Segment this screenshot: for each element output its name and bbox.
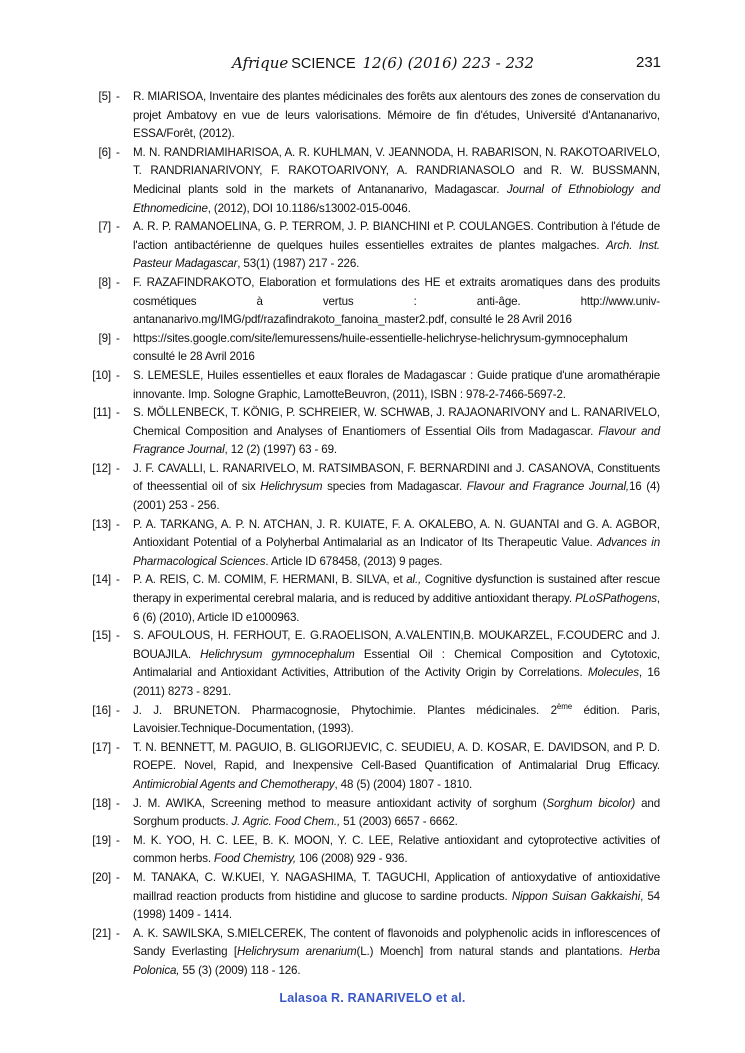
reference-text-segment: species from Madagascar. <box>322 480 467 494</box>
reference-dash: - <box>116 629 120 643</box>
reference-text-segment: P. A. REIS, C. M. COMIM, F. HERMANI, B. SILVA, et <box>133 573 407 587</box>
reference-text <box>133 832 660 869</box>
italic-text: Helichrysum <box>260 480 323 494</box>
reference-text-segment: F. RAZAFINDRAKOTO, Elaboration et formulations des HE et extraits aromatiques dans des produits cosmétiques à vertus : anti-âge. http://www.univ-antananarivo.mg/IMG/pdf/razafindrakoto_fanoina_master2.pdf, consulté le 28 Avril 2016 <box>133 275 660 327</box>
reference-item <box>86 218 660 274</box>
reference-text-segment: S. AFOULOUS, H. FERHOUT, E. G.RAOELISON, A.VALENTIN,B. MOUKARZEL, F.COUDERC and J. BOUAJILA. <box>133 629 660 661</box>
running-header <box>0 54 745 76</box>
reference-number: [18] <box>92 796 111 810</box>
italic-text: Advances in Pharmacological Sciences <box>133 536 660 568</box>
reference-text-segment: J. F. CAVALLI, L. RANARIVELO, M. RATSIMBASON, F. BERNARDINI and J. CASANOVA, Constituents of theessential oil of six <box>133 461 660 494</box>
italic-text: Sorghum bicolor) <box>546 796 636 810</box>
reference-number: [7] <box>98 220 111 234</box>
reference-number: [6] <box>98 145 111 159</box>
reference-item <box>86 925 660 981</box>
reference-number: [16] <box>92 703 111 717</box>
italic-text: Nippon Suisan Gakkaishi <box>511 889 641 903</box>
reference-text <box>133 925 660 981</box>
reference-text-segment: . Article ID 678458, (2013) 9 pages. <box>265 554 443 568</box>
reference-dash: - <box>116 368 120 382</box>
reference-item <box>86 627 660 701</box>
reference-number: [10] <box>92 368 111 382</box>
reference-dash: - <box>116 275 120 289</box>
page-number: 231 <box>636 54 662 71</box>
italic-text: al., <box>406 573 422 587</box>
reference-text <box>133 330 660 367</box>
reference-text-segment: 51 (2003) 6657 - 6662. <box>340 815 458 829</box>
reference-text-segment: (L.) Moench] from natural stands and plantations. <box>356 945 630 959</box>
reference-dash: - <box>116 406 120 420</box>
reference-text-segment: , 6 (6) (2010), Article ID e1000963. <box>133 592 660 624</box>
reference-number: [15] <box>92 629 111 643</box>
reference-item <box>86 274 660 330</box>
reference-number: [14] <box>92 573 111 587</box>
italic-text: Molecules <box>588 666 639 680</box>
reference-number: [9] <box>98 331 111 345</box>
reference-dash: - <box>116 517 120 531</box>
reference-dash: - <box>116 740 120 754</box>
journal-name-science: SCIENCE <box>291 56 356 72</box>
reference-text-segment: P. A. TARKANG, A. P. N. ATCHAN, J. R. KUIATE, F. A. OKALEBO, A. N. GUANTAI and G. A. AGBOR, Antioxidant Potential of a Polyherbal Antimalarial as an Indicator of Its Therapeutic Value. <box>133 517 660 550</box>
reference-text <box>133 869 660 925</box>
reference-item <box>86 88 660 144</box>
reference-dash: - <box>116 926 120 940</box>
reference-text-segment: 16 (4) (2001) 253 - 256. <box>133 480 660 513</box>
reference-item <box>86 367 660 404</box>
reference-text-segment: M. N. RANDRIAMIHARISOA, A. R. KUHLMAN, V. JEANNODA, H. RABARISON, N. RAKOTOARIVELO, T. RANDRIANARIVONY, F. RAKOTOARIVONY, A. RANDRIANASOLO and R. W. BUSSMANN, Medicinal plants sold in the markets of Antananarivo, Madagascar. <box>133 145 660 196</box>
reference-number: [5] <box>98 90 111 103</box>
italic-text: J. Agric. Food Chem., <box>231 815 341 829</box>
reference-text-segment: , 48 (5) (2004) 1807 - 1810. <box>334 777 473 791</box>
reference-item <box>86 404 660 460</box>
reference-dash: - <box>116 573 120 587</box>
reference-dash: - <box>116 220 120 234</box>
reference-item <box>86 330 660 367</box>
reference-number: [20] <box>92 870 111 884</box>
reference-text-segment: , (2012), DOI 10.1186/s13002-015-0046. <box>207 201 411 215</box>
italic-text: Arch. Inst. Pasteur Madagascar <box>133 238 660 271</box>
reference-number: [11] <box>93 406 111 420</box>
reference-text-segment: , 16 (2011) 8273 - 8291. <box>133 666 660 698</box>
reference-item <box>86 516 660 572</box>
italic-text: Flavour and Fragrance Journal, <box>466 480 629 494</box>
reference-dash: - <box>116 331 120 345</box>
reference-list <box>86 88 660 981</box>
reference-text <box>133 702 660 739</box>
journal-citation <box>232 54 534 72</box>
reference-text-segment: https://sites.google.com/site/lemuressens/huile-essentielle-helichryse-helichrysum-gymnocephalum consulté le 28 Avril 2016 <box>133 331 628 364</box>
reference-text-segment: S. MÖLLENBECK, T. KÖNIG, P. SCHREIER, W. SCHWAB, J. RAJAONARIVONY and L. RANARIVELO, Chemical Composition and Analyses of Enantiomers of Essential Oils from Madagascar. <box>133 406 660 438</box>
reference-text-segment: M. TANAKA, C. W.KUEI, Y. NAGASHIMA, T. TAGUCHI, Application of antioxydative of antioxidative maillrad reaction products from histidine and glucose to sardine products. <box>133 870 660 903</box>
footer-authors: Lalasoa R. RANARIVELO et al. <box>279 991 466 1005</box>
reference-text <box>133 274 660 330</box>
reference-text <box>133 218 660 274</box>
reference-text-segment: édition. Paris, Lavoisier.Technique-Documentation, (1993). <box>133 703 660 736</box>
reference-text <box>133 367 660 404</box>
reference-text <box>133 795 660 832</box>
reference-text-segment: 55 (3) (2009) 118 - 126. <box>179 963 301 977</box>
italic-text: Flavour and Fragrance Journal <box>133 424 661 457</box>
reference-dash: - <box>116 90 120 103</box>
reference-dash: - <box>116 833 120 847</box>
reference-item <box>86 869 660 925</box>
reference-item <box>86 702 660 739</box>
italic-text: Helichrysum gymnocephalum <box>200 647 355 661</box>
italic-text: Antimicrobial Agents and Chemotherapy <box>133 777 335 791</box>
reference-text <box>133 627 660 701</box>
reference-text <box>133 739 660 795</box>
reference-text <box>133 460 660 516</box>
reference-item <box>86 832 660 869</box>
reference-text <box>133 516 660 572</box>
reference-dash: - <box>116 461 120 475</box>
reference-number: [21] <box>92 926 111 940</box>
reference-dash: - <box>116 870 120 884</box>
reference-item <box>86 739 660 795</box>
reference-text-segment: , 54 (1998) 1409 - 1414. <box>133 889 660 922</box>
reference-dash: - <box>116 796 120 810</box>
reference-text <box>133 571 660 627</box>
reference-text-segment: S. LEMESLE, Huiles essentielles et eaux florales de Madagascar : Guide pratique d'une aromathérapie innovante. Imp. Sologne Graphic, LamotteBeuvron, (2011), ISBN : 978-2-7466-5697-2. <box>133 368 660 401</box>
reference-number: [19] <box>92 833 111 847</box>
reference-text-segment: Essential Oil : Chemical Composition and Cytotoxic, Antimalarial and Antioxidant Activities, Attribution of the Activity Origin by Correlations. <box>133 647 660 680</box>
reference-number: [8] <box>98 275 111 289</box>
reference-number: [17] <box>92 740 111 754</box>
reference-dash: - <box>116 145 120 159</box>
reference-text-segment: , 12 (2) (1997) 63 - 69. <box>224 443 337 457</box>
reference-item <box>86 795 660 832</box>
italic-text: Helichrysum arenarium <box>236 945 357 959</box>
italic-text: PLoSPathogens <box>575 592 657 606</box>
reference-text-segment: , 53(1) (1987) 217 - 226. <box>237 257 360 271</box>
italic-text: Food Chemistry, <box>214 852 296 866</box>
reference-dash: - <box>116 703 120 717</box>
reference-text <box>133 144 660 218</box>
reference-text-segment: M. K. YOO, H. C. LEE, B. K. MOON, Y. C. LEE, Relative antioxidant and cytoprotective activities of common herbs. <box>133 833 660 866</box>
reference-text-segment: A. R. P. RAMANOELINA, G. P. TERROM, J. P. BIANCHINI et P. COULANGES. Contribution à l'étude de l'action antibactérienne de quelques huiles essentielles extraites de plantes malgaches. <box>133 220 660 252</box>
reference-text <box>133 404 660 460</box>
journal-name-afrique: Afrique <box>232 54 289 72</box>
reference-text-segment: J. J. BRUNETON. Pharmacognosie, Phytochimie. Plantes médicinales. 2 <box>133 703 557 717</box>
reference-text-segment: Cognitive dysfunction is sustained after rescue therapy in experimental cerebral malaria, and is reduced by additive antioxidant therapy. <box>133 573 660 606</box>
reference-text-segment: T. N. BENNETT, M. PAGUIO, B. GLIGORIJEVIC, C. SEUDIEU, A. D. KOSAR, E. DAVIDSON, and P. D. ROEPE. Novel, Rapid, and Inexpensive Cell-Based Quantification of Antimalarial Drug Efficacy. <box>133 740 660 773</box>
reference-text-segment: R. MIARISOA, Inventaire des plantes médicinales des forêts aux alentours des zones de conservation du projet Ambatovy en vue de leurs valorisations. Mémoire de fin d'études, Université d'Antananarivo, ESSA/Forêt, (2012). <box>133 90 660 141</box>
reference-text-segment: A. K. SAWILSKA, S.MIELCEREK, The content of flavonoids and polyphenolic acids in inflorescences of Sandy Everlasting [ <box>133 926 660 959</box>
reference-item <box>86 144 660 218</box>
reference-number: [13] <box>92 517 111 531</box>
reference-text <box>133 88 660 144</box>
reference-text-segment: J. M. AWIKA, Screening method to measure antioxidant activity of sorghum ( <box>133 796 547 810</box>
volume-issue-pages: 12(6) (2016) 223 - 232 <box>362 54 535 72</box>
reference-text-segment: 106 (2008) 929 - 936. <box>295 852 408 866</box>
reference-item <box>86 460 660 516</box>
reference-number: [12] <box>92 461 111 475</box>
italic-text: Herba Polonica, <box>133 945 660 977</box>
superscript-text: ème <box>556 701 573 711</box>
reference-item <box>86 571 660 627</box>
reference-text-segment: and Sorghum products. <box>133 796 660 829</box>
italic-text: Journal of Ethnobiology and Ethnomedicine <box>133 182 660 215</box>
